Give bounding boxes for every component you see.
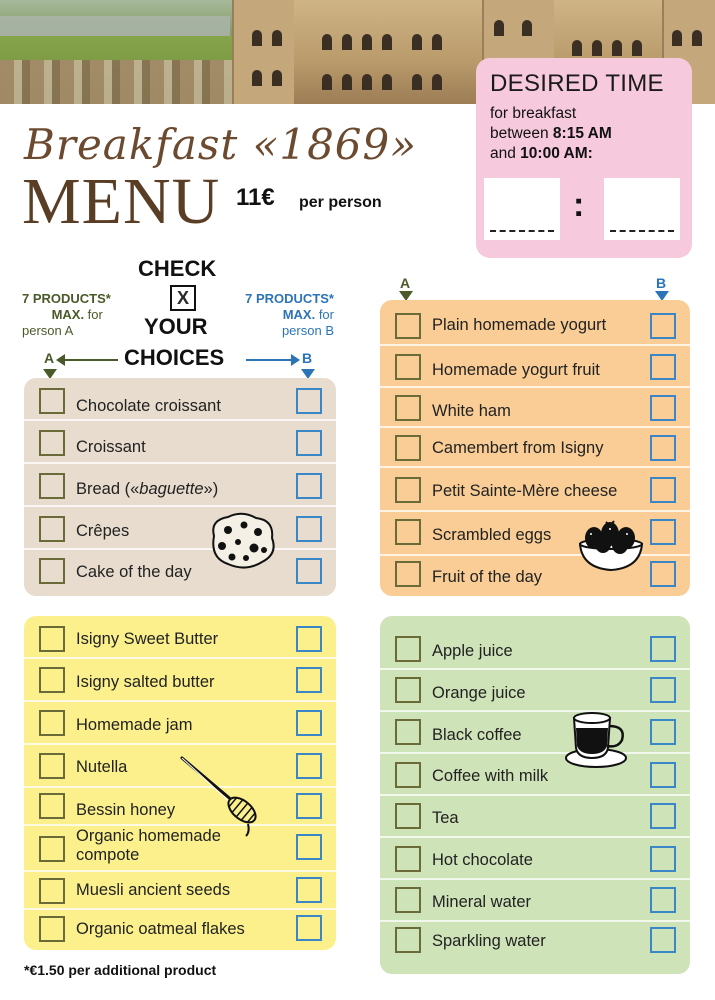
item-label: Mineral water xyxy=(432,893,532,911)
item-label: Homemade yogurt fruit xyxy=(432,361,600,379)
list-item xyxy=(380,300,690,346)
list-item xyxy=(380,616,690,670)
item-label-line2: compote xyxy=(76,846,140,864)
item-label: Chocolate croissant xyxy=(76,397,221,415)
checkbox-person-b[interactable] xyxy=(650,803,676,829)
legend-check: CHECK xyxy=(138,256,217,281)
list-item xyxy=(380,346,690,388)
pastries-panel xyxy=(24,378,336,596)
menu-title-script: Breakfast «1869» xyxy=(24,120,417,169)
time-line-2 xyxy=(490,124,612,144)
item-label: Homemade jam xyxy=(76,716,193,734)
minutes-underline xyxy=(610,230,674,232)
list-item xyxy=(380,922,690,976)
desired-time-box xyxy=(476,58,692,258)
item-label: Bessin honey xyxy=(76,801,176,819)
checkbox-person-b[interactable] xyxy=(296,710,322,736)
item-label-prefix: Bread (« xyxy=(76,480,140,498)
desired-time-instructions xyxy=(490,104,612,164)
checkbox-person-b[interactable] xyxy=(296,626,322,652)
item-label: Isigny Sweet Butter xyxy=(76,630,219,648)
checkbox-person-a[interactable] xyxy=(39,793,65,819)
checkbox-person-a[interactable] xyxy=(39,916,65,942)
checkbox-person-b[interactable] xyxy=(650,636,676,662)
list-item xyxy=(24,550,336,598)
max-products-person-b xyxy=(229,291,334,339)
item-label: Organic oatmeal flakes xyxy=(76,920,245,938)
checkbox-person-a[interactable] xyxy=(395,846,421,872)
item-label: Petit Sainte-Mère cheese xyxy=(432,482,618,500)
checkbox-person-b[interactable] xyxy=(296,516,322,542)
checkbox-person-b[interactable] xyxy=(650,677,676,703)
list-item xyxy=(24,702,336,745)
item-label: Croissant xyxy=(76,438,146,456)
checkbox-person-b[interactable] xyxy=(650,762,676,788)
checkbox-person-b[interactable] xyxy=(296,430,322,456)
item-label: Cake of the day xyxy=(76,563,192,581)
drinks-panel xyxy=(380,616,690,974)
checkbox-person-b[interactable] xyxy=(296,753,322,779)
checkbox-person-b[interactable] xyxy=(650,561,676,587)
item-label: Coffee with milk xyxy=(432,767,549,785)
list-item xyxy=(24,421,336,464)
max-a-max: MAX. xyxy=(51,307,85,322)
list-item xyxy=(380,388,690,428)
list-item xyxy=(380,796,690,838)
item-label xyxy=(76,480,218,499)
max-b-line2 xyxy=(229,307,334,323)
list-item xyxy=(380,428,690,468)
checkbox-person-a[interactable] xyxy=(39,753,65,779)
checkbox-person-a[interactable] xyxy=(39,710,65,736)
cookie-icon xyxy=(206,512,278,570)
checkbox-person-b[interactable] xyxy=(650,477,676,503)
col-a-label-right: A xyxy=(400,275,411,291)
max-b-count: 7 PRODUCTS* xyxy=(245,291,334,306)
checkbox-person-a[interactable] xyxy=(395,519,421,545)
checkbox-person-b[interactable] xyxy=(650,846,676,872)
hours-underline xyxy=(490,230,554,232)
legend-choices: CHOICES xyxy=(124,345,225,370)
hours-field[interactable] xyxy=(484,178,560,240)
checkbox-person-a[interactable] xyxy=(395,435,421,461)
checkbox-person-b[interactable] xyxy=(296,877,322,903)
arrow-right-icon xyxy=(246,359,292,361)
checkbox-person-a[interactable] xyxy=(395,927,421,953)
time-between-label: between xyxy=(490,125,553,142)
item-label: Plain homemade yogurt xyxy=(432,316,607,334)
item-label: Crêpes xyxy=(76,522,130,540)
item-label: White ham xyxy=(432,402,511,420)
item-label-line1: Organic homemade xyxy=(76,827,221,845)
item-label: Isigny salted butter xyxy=(76,673,215,691)
time-separator: : xyxy=(573,186,585,224)
list-item xyxy=(24,378,336,421)
time-line-3 xyxy=(490,144,612,164)
item-label: Black coffee xyxy=(432,726,522,744)
checkbox-person-a[interactable] xyxy=(39,626,65,652)
list-item xyxy=(24,616,336,659)
checkbox-person-a[interactable] xyxy=(39,516,65,542)
item-label: Apple juice xyxy=(432,642,513,660)
price: 11€ xyxy=(236,184,275,211)
dairy-panel xyxy=(380,300,690,596)
col-b-label-left: B xyxy=(302,350,313,366)
checkbox-person-b[interactable] xyxy=(650,719,676,745)
checkbox-person-b[interactable] xyxy=(296,558,322,584)
checkbox-person-a[interactable] xyxy=(39,878,65,904)
time-and-label: and xyxy=(490,145,521,162)
legend-checkbox-icon: X xyxy=(170,285,196,311)
checkbox-person-a[interactable] xyxy=(39,558,65,584)
checkbox-person-a[interactable] xyxy=(395,636,421,662)
price-unit: per person xyxy=(299,194,382,211)
legend-your: YOUR xyxy=(144,314,208,339)
item-label: Orange juice xyxy=(432,684,526,702)
time-start: 8:15 AM xyxy=(552,125,612,142)
time-end: 10:00 AM: xyxy=(520,145,593,162)
max-products-person-a xyxy=(22,291,111,339)
item-label-italic: baguette xyxy=(139,480,204,498)
minutes-field[interactable] xyxy=(604,178,680,240)
col-a-label-left: A xyxy=(44,350,55,366)
max-a-person: person A xyxy=(22,323,74,338)
checkbox-person-b[interactable] xyxy=(650,887,676,913)
item-label: Scrambled eggs xyxy=(432,526,552,544)
list-item xyxy=(24,910,336,952)
checkbox-person-b[interactable] xyxy=(650,354,676,380)
checkbox-person-a[interactable] xyxy=(39,388,65,414)
checkbox-person-a[interactable] xyxy=(395,719,421,745)
item-label-suffix: ») xyxy=(203,480,219,498)
checkbox-person-a[interactable] xyxy=(39,430,65,456)
checkbox-person-b[interactable] xyxy=(650,435,676,461)
checkbox-person-a[interactable] xyxy=(395,561,421,587)
checkbox-person-a[interactable] xyxy=(395,477,421,503)
max-b-for: for xyxy=(315,307,334,322)
item-label: Hot chocolate xyxy=(432,851,533,869)
menu-title: MENU xyxy=(22,165,221,238)
list-item xyxy=(380,468,690,512)
list-item xyxy=(380,670,690,712)
max-a-for: for xyxy=(84,307,103,322)
checkbox-person-b[interactable] xyxy=(296,388,322,414)
spreads-panel xyxy=(24,616,336,950)
checkbox-person-a[interactable] xyxy=(39,473,65,499)
list-item xyxy=(380,880,690,922)
item-label: Fruit of the day xyxy=(432,568,543,586)
checkbox-person-a[interactable] xyxy=(395,803,421,829)
checkbox-person-a[interactable] xyxy=(395,762,421,788)
checkbox-person-b[interactable] xyxy=(296,834,322,860)
checkbox-person-b[interactable] xyxy=(296,793,322,819)
checkbox-person-b[interactable] xyxy=(296,667,322,693)
fruit-bowl-icon xyxy=(576,520,646,572)
footnote: *€1.50 per additional product xyxy=(24,962,217,978)
checkbox-person-b[interactable] xyxy=(296,473,322,499)
time-line-1: for breakfast xyxy=(490,105,577,122)
checkbox-person-a[interactable] xyxy=(395,313,421,339)
checkbox-person-b[interactable] xyxy=(296,915,322,941)
list-item xyxy=(24,659,336,702)
arrow-left-icon xyxy=(64,359,118,361)
max-a-count: 7 PRODUCTS* xyxy=(22,291,111,306)
checkbox-person-b[interactable] xyxy=(650,313,676,339)
list-item xyxy=(380,754,690,796)
list-item xyxy=(24,464,336,507)
item-label: Muesli ancient seeds xyxy=(76,881,231,899)
checkbox-person-a[interactable] xyxy=(395,354,421,380)
checkbox-person-a[interactable] xyxy=(395,395,421,421)
checkbox-person-b[interactable] xyxy=(650,927,676,953)
item-label: Nutella xyxy=(76,758,128,776)
col-b-label-right: B xyxy=(656,275,667,291)
honey-dipper-icon xyxy=(176,752,266,838)
max-b-max: MAX. xyxy=(282,307,316,322)
desired-time-title: DESIRED TIME xyxy=(490,70,664,97)
checkbox-person-b[interactable] xyxy=(650,519,676,545)
max-b-person: person B xyxy=(281,323,334,338)
item-label: Camembert from Isigny xyxy=(432,439,604,457)
list-item xyxy=(24,872,336,910)
list-item xyxy=(380,838,690,880)
list-item xyxy=(380,712,690,754)
max-a-line2 xyxy=(22,307,111,323)
checkbox-person-a[interactable] xyxy=(39,667,65,693)
coffee-cup-icon xyxy=(564,710,630,770)
item-label: Tea xyxy=(432,809,459,827)
list-item xyxy=(24,507,336,550)
item-label: Sparkling water xyxy=(432,932,546,950)
checkbox-person-b[interactable] xyxy=(650,395,676,421)
checkbox-person-a[interactable] xyxy=(395,677,421,703)
checkbox-person-a[interactable] xyxy=(395,887,421,913)
checkbox-person-a[interactable] xyxy=(39,836,65,862)
